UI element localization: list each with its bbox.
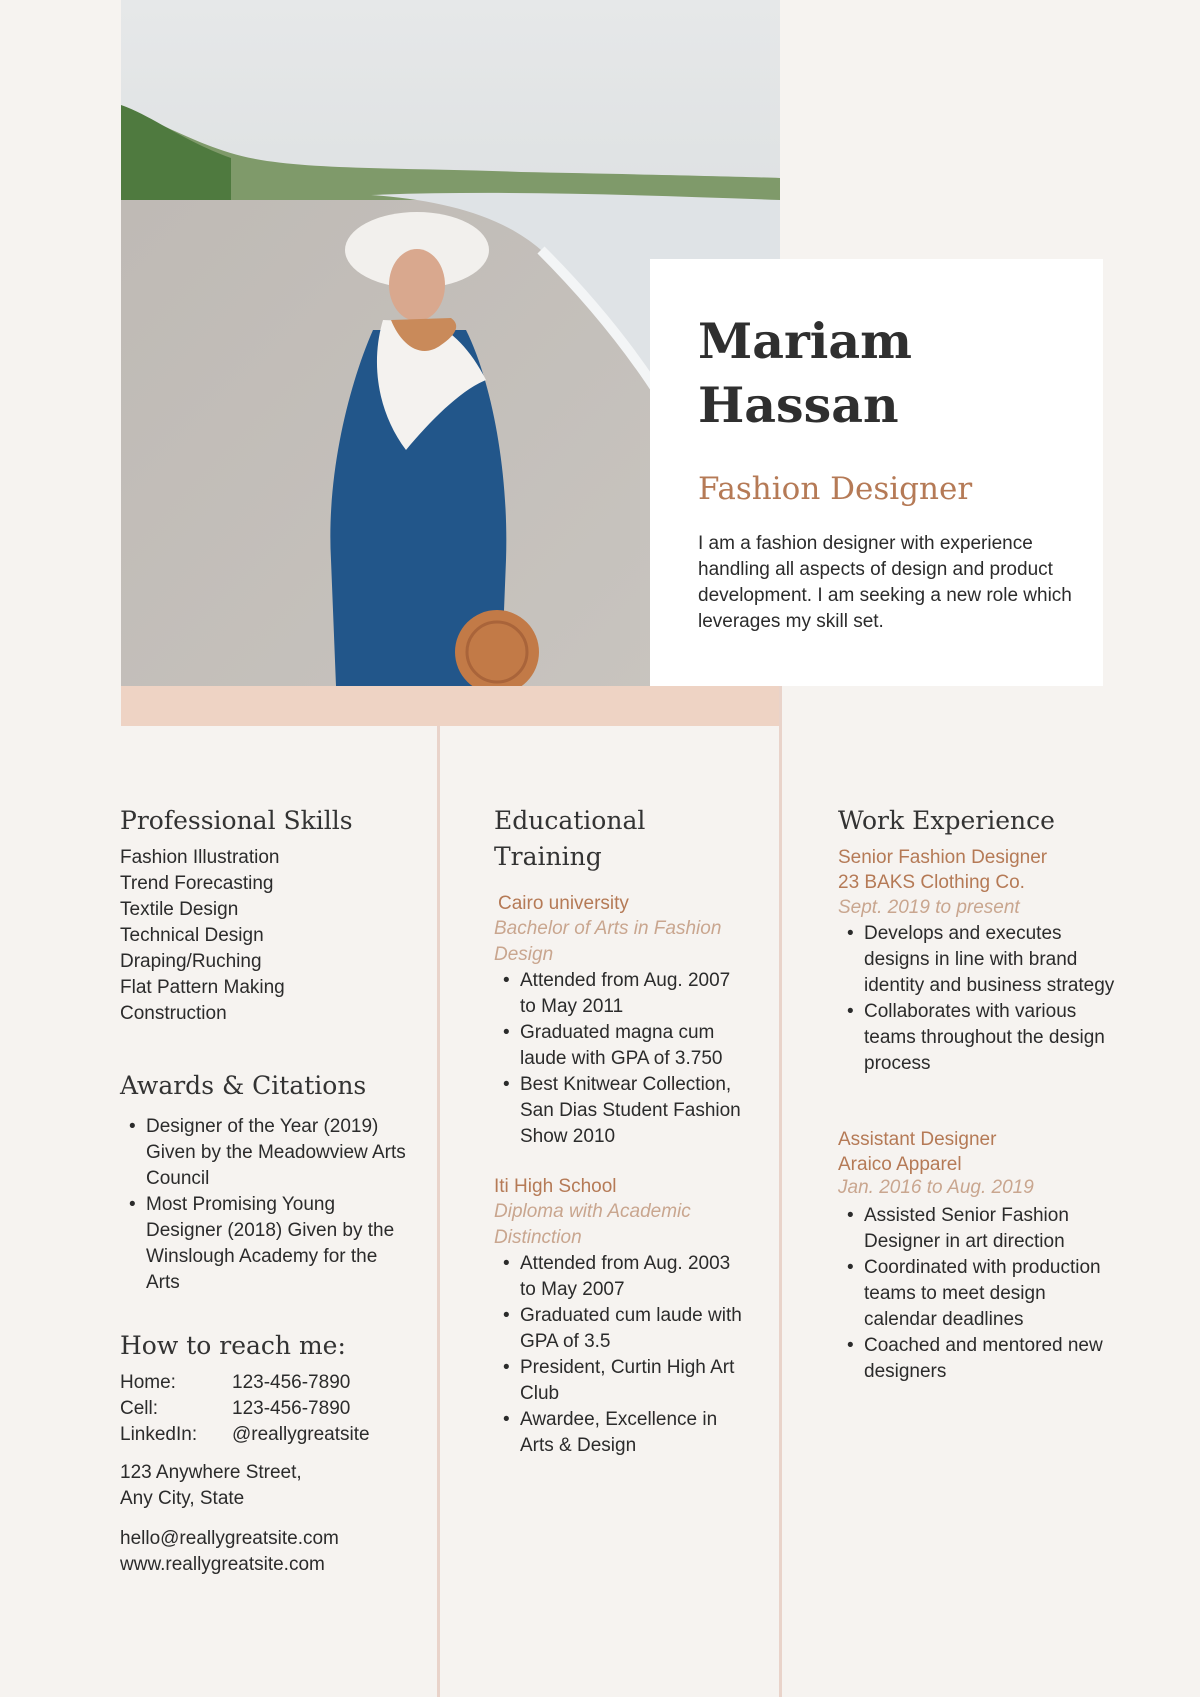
contact-row-cell	[120, 1396, 420, 1422]
job-point: • Coached and mentored new designers	[838, 1333, 1118, 1385]
profile-summary: I am a fashion designer with experience handling all aspects of design and product development. I am seeking a new role which leverages my skill set.	[698, 533, 1072, 632]
school-entry	[494, 891, 744, 1150]
peach-accent-bar	[121, 686, 780, 726]
skill-item: Construction	[120, 1003, 227, 1024]
contact-row-linkedin	[120, 1422, 420, 1448]
contact-label: LinkedIn:	[120, 1424, 198, 1445]
email: hello@reallygreatsite.com	[120, 1528, 339, 1549]
skills-heading: Professional Skills	[120, 806, 353, 835]
skill-item: Fashion Illustration	[120, 847, 280, 868]
skills-section	[120, 803, 420, 1027]
contact-row-home	[120, 1370, 420, 1396]
contact-label: Cell:	[120, 1398, 159, 1419]
address-line: Any City, State	[120, 1488, 245, 1509]
job-role: Senior Fashion Designer	[838, 847, 1048, 868]
school-point: • Best Knitwear Collection, San Dias Student Fashion Show 2010	[494, 1072, 744, 1150]
name-first: Mariam	[698, 312, 913, 370]
school-point: • Attended from Aug. 2003 to May 2007	[494, 1251, 744, 1303]
candidate-name	[698, 309, 912, 437]
school-name: Cairo university	[498, 893, 629, 914]
contact-value: 123-456-7890	[232, 1398, 351, 1419]
job-company: 23 BAKS Clothing Co.	[838, 872, 1025, 893]
skill-item: Textile Design	[120, 899, 239, 920]
job-point: • Coordinated with production teams to meet design calendar deadlines	[838, 1255, 1118, 1333]
job-entry	[838, 1127, 1118, 1385]
education-heading-line: Training	[494, 842, 602, 871]
job-point: • Assisted Senior Fashion Designer in art direction	[838, 1203, 1118, 1255]
name-card	[650, 259, 1103, 686]
name-last: Hassan	[698, 376, 899, 434]
job-points	[838, 921, 1118, 1077]
column-divider	[779, 680, 782, 1697]
contact-heading: How to reach me:	[120, 1331, 346, 1360]
skill-item: Trend Forecasting	[120, 873, 274, 894]
school-degree: Bachelor of Arts in Fashion Design	[494, 918, 722, 965]
awards-section	[120, 1068, 410, 1296]
skill-item: Technical Design	[120, 925, 264, 946]
contact-value: @reallygreatsite	[232, 1424, 370, 1445]
contact-label: Home:	[120, 1372, 176, 1393]
school-name: Iti High School	[494, 1176, 617, 1197]
job-period: Sept. 2019 to present	[838, 897, 1020, 918]
job-period: Jan. 2016 to Aug. 2019	[838, 1177, 1034, 1198]
school-points	[494, 1251, 744, 1459]
school-degree: Diploma with Academic Distinction	[494, 1201, 691, 1248]
website: www.reallygreatsite.com	[120, 1554, 325, 1575]
school-point: • Attended from Aug. 2007 to May 2011	[494, 968, 744, 1020]
skill-item: Flat Pattern Making	[120, 977, 285, 998]
school-point: • Graduated cum laude with GPA of 3.5	[494, 1303, 744, 1355]
job-point: • Collaborates with various teams throughout the design process	[838, 999, 1118, 1077]
work-heading: Work Experience	[838, 806, 1055, 835]
job-point: • Develops and executes designs in line with brand identity and business strategy	[838, 921, 1118, 999]
online-contact	[120, 1526, 420, 1578]
education-section	[494, 803, 744, 1459]
contact-section	[120, 1328, 420, 1578]
address-line: 123 Anywhere Street,	[120, 1462, 302, 1483]
awards-list	[120, 1114, 410, 1296]
work-section	[838, 803, 1118, 1385]
award-item: • Designer of the Year (2019) Given by the Meadowview Arts Council	[120, 1114, 410, 1192]
school-entry	[494, 1174, 744, 1459]
award-item: • Most Promising Young Designer (2018) Given by the Winslough Academy for the Arts	[120, 1192, 410, 1296]
school-points	[494, 968, 744, 1150]
skill-item: Draping/Ruching	[120, 951, 262, 972]
job-entry	[838, 845, 1118, 1077]
awards-heading: Awards & Citations	[120, 1071, 367, 1100]
skills-list	[120, 845, 420, 1027]
education-heading	[494, 803, 744, 875]
contact-value: 123-456-7890	[232, 1372, 351, 1393]
school-point: • Graduated magna cum laude with GPA of 3.750	[494, 1020, 744, 1072]
contact-rows	[120, 1370, 420, 1448]
school-point: • President, Curtin High Art Club	[494, 1355, 744, 1407]
job-points	[838, 1203, 1118, 1385]
school-point: • Awardee, Excellence in Arts & Design	[494, 1407, 744, 1459]
education-heading-line: Educational	[494, 806, 646, 835]
address	[120, 1460, 420, 1512]
job-title: Fashion Designer	[698, 471, 973, 507]
column-divider	[437, 726, 440, 1697]
job-role: Assistant Designer	[838, 1129, 997, 1150]
job-company: Araico Apparel	[838, 1154, 962, 1175]
